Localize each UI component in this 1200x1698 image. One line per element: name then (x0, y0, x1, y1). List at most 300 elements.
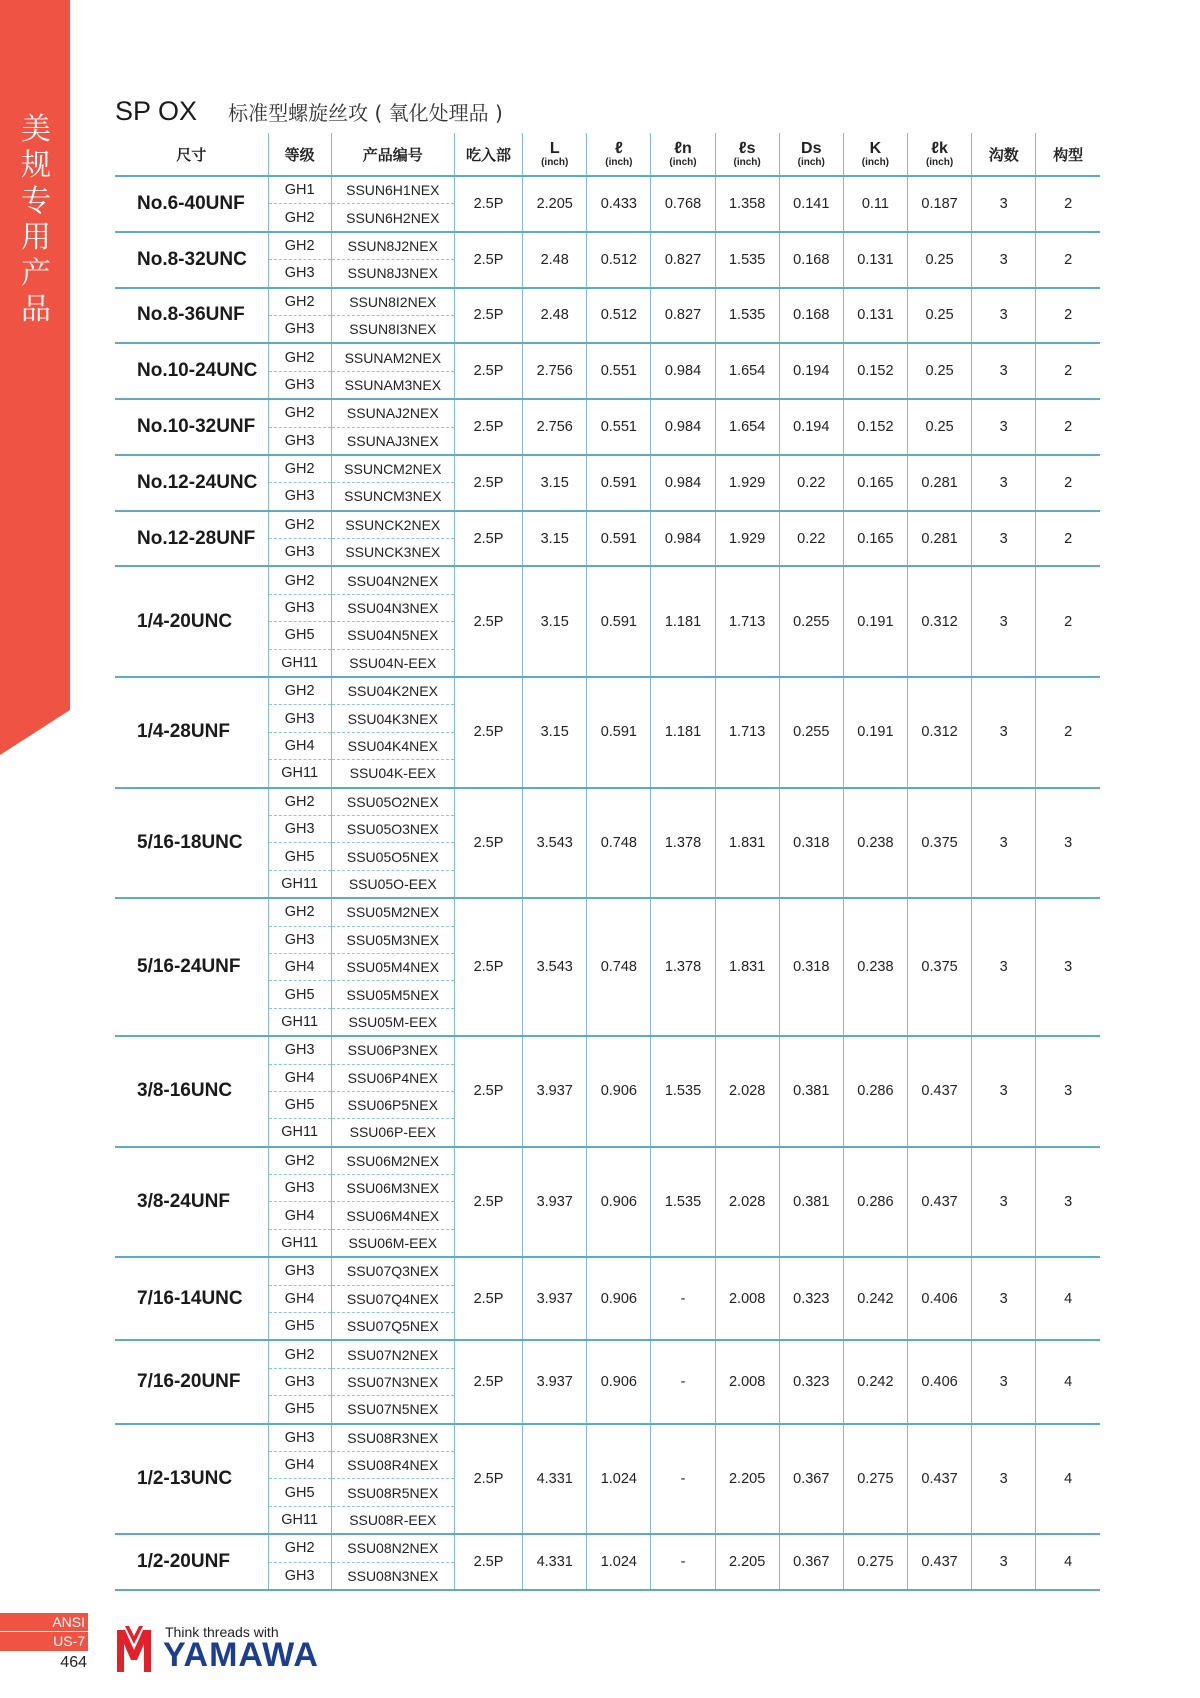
product-code-cell: SSUN8I3NEX (331, 315, 454, 343)
table-row (115, 511, 1100, 539)
column-header (715, 133, 779, 176)
spec-value-cell: 2.48 (523, 288, 587, 344)
spec-value-cell: 2 (1036, 399, 1100, 455)
table-row (115, 232, 1100, 260)
thread-size-cell: No.8-36UNF (115, 288, 268, 344)
column-header-symbol: K (869, 139, 882, 157)
spec-value-cell: 3 (972, 1257, 1036, 1340)
spec-value-cell: 3 (1036, 898, 1100, 1036)
table-row (115, 1340, 1100, 1368)
grade-cell: GH3 (268, 371, 331, 399)
column-header-unit: (inch) (541, 156, 569, 168)
product-code-cell: SSUNAM3NEX (331, 371, 454, 399)
table-row (115, 1147, 1100, 1175)
size-group (115, 898, 1100, 1036)
product-code-cell: SSU08N2NEX (331, 1534, 454, 1562)
thread-size-cell: 1/2-13UNC (115, 1424, 268, 1535)
product-code-cell: SSUNCK3NEX (331, 539, 454, 567)
spec-value-cell: 3.15 (523, 566, 587, 677)
column-header-symbol: ℓn (674, 139, 692, 157)
product-code-cell: SSU07Q5NEX (331, 1313, 454, 1341)
spec-value-cell: 0.375 (907, 898, 971, 1036)
column-header-symbol: ℓk (931, 139, 948, 157)
product-code-cell: SSU05O5NEX (331, 843, 454, 870)
spec-value-cell: 2.5P (454, 1147, 522, 1258)
size-group (115, 677, 1100, 788)
footer-section-tab (0, 1613, 88, 1651)
column-header-unit: (inch) (605, 156, 633, 168)
spec-value-cell: 0.275 (843, 1424, 907, 1535)
spec-value-cell: 2.205 (523, 176, 587, 232)
product-code-cell: SSUNAM2NEX (331, 343, 454, 371)
spec-value-cell: 1.181 (651, 677, 715, 788)
product-code-cell: SSU04K-EEX (331, 760, 454, 788)
spec-value-cell: 0.512 (587, 288, 651, 344)
table-row (115, 399, 1100, 427)
spec-value-cell: 3 (1036, 1147, 1100, 1258)
product-code-cell: SSU06P4NEX (331, 1064, 454, 1091)
table-row (115, 788, 1100, 816)
column-header-symbol: L (549, 139, 560, 157)
spec-value-cell: 0.591 (587, 677, 651, 788)
spec-value-cell: 0.748 (587, 898, 651, 1036)
size-group (115, 232, 1100, 288)
spec-value-cell: 0.286 (843, 1147, 907, 1258)
spec-value-cell: 0.22 (779, 455, 843, 511)
grade-cell: GH3 (268, 815, 331, 842)
spec-value-cell: 3 (972, 176, 1036, 232)
table-row (115, 343, 1100, 371)
product-code-cell: SSUNCK2NEX (331, 511, 454, 539)
spec-value-cell: 3 (972, 898, 1036, 1036)
spec-value-cell: 2.5P (454, 455, 522, 511)
spec-value-cell: 0.255 (779, 566, 843, 677)
spec-value-cell: 2.5P (454, 677, 522, 788)
size-group (115, 176, 1100, 232)
column-header-unit: (inch) (733, 156, 761, 168)
spec-value-cell: 3 (972, 511, 1036, 567)
spec-value-cell: 2.5P (454, 343, 522, 399)
product-code-cell: SSU05M4NEX (331, 953, 454, 980)
spec-value-cell: 2.5P (454, 288, 522, 344)
grade-cell: GH3 (268, 427, 331, 455)
spec-value-cell: 2 (1036, 566, 1100, 677)
spec-value-cell: 4 (1036, 1340, 1100, 1423)
spec-value-cell: - (651, 1257, 715, 1340)
size-group (115, 1340, 1100, 1423)
spec-value-cell: 0.381 (779, 1147, 843, 1258)
spec-value-cell: 0.168 (779, 232, 843, 288)
column-header (907, 133, 971, 176)
spec-value-cell: 2.205 (715, 1534, 779, 1590)
size-group (115, 343, 1100, 399)
spec-value-cell: 0.131 (843, 232, 907, 288)
spec-value-cell: 1.713 (715, 566, 779, 677)
spec-value-cell: 1.654 (715, 343, 779, 399)
grade-cell: GH5 (268, 1313, 331, 1341)
table-row (115, 1257, 1100, 1285)
grade-cell: GH11 (268, 1506, 331, 1534)
grade-cell: GH11 (268, 1119, 331, 1147)
thread-size-cell: 5/16-18UNC (115, 788, 268, 899)
spec-value-cell: 0.367 (779, 1534, 843, 1590)
size-group (115, 1534, 1100, 1590)
spec-value-cell: 2.5P (454, 1257, 522, 1340)
grade-cell: GH5 (268, 1479, 331, 1506)
thread-size-cell: 5/16-24UNF (115, 898, 268, 1036)
product-code-cell: SSU06P3NEX (331, 1036, 454, 1064)
spec-value-cell: 3 (972, 1424, 1036, 1535)
side-label-char: 规 (21, 148, 51, 183)
product-code-cell: SSUNAJ3NEX (331, 427, 454, 455)
thread-size-cell: 1/4-20UNC (115, 566, 268, 677)
grade-cell: GH3 (268, 1175, 331, 1202)
spec-value-cell: 0.25 (907, 343, 971, 399)
grade-cell: GH4 (268, 1064, 331, 1091)
spec-value-cell: 0.367 (779, 1424, 843, 1535)
grade-cell: GH11 (268, 1229, 331, 1257)
spec-value-cell: 2.5P (454, 1036, 522, 1147)
product-code-cell: SSU05M-EEX (331, 1008, 454, 1036)
spec-value-cell: 1.929 (715, 511, 779, 567)
product-code-cell: SSUN8I2NEX (331, 288, 454, 316)
grade-cell: GH2 (268, 1147, 331, 1175)
spec-value-cell: 3 (1036, 788, 1100, 899)
spec-value-cell: 0.906 (587, 1340, 651, 1423)
spec-value-cell: 1.024 (587, 1424, 651, 1535)
product-code-cell: SSU08R4NEX (331, 1451, 454, 1478)
product-code-cell: SSU05O2NEX (331, 788, 454, 816)
spec-value-cell: 0.827 (651, 288, 715, 344)
brand-name: YAMAWA (163, 1636, 319, 1674)
product-code-cell: SSUNAJ2NEX (331, 399, 454, 427)
side-label-char: 产 (21, 256, 51, 291)
product-code-cell: SSU05O3NEX (331, 815, 454, 842)
grade-cell: GH3 (268, 1036, 331, 1064)
grade-cell: GH2 (268, 1534, 331, 1562)
spec-value-cell: 3 (972, 288, 1036, 344)
size-group (115, 288, 1100, 344)
column-header-symbol: Ds (801, 139, 822, 157)
size-group (115, 1147, 1100, 1258)
side-label-char: 美 (21, 112, 51, 147)
column-header (523, 133, 587, 176)
spec-value-cell: 3.937 (523, 1147, 587, 1258)
spec-value-cell: 1.654 (715, 399, 779, 455)
side-label-char: 品 (21, 292, 51, 327)
grade-cell: GH5 (268, 1091, 331, 1118)
spec-value-cell: 0.318 (779, 788, 843, 899)
spec-value-cell: 0.281 (907, 455, 971, 511)
table-row (115, 898, 1100, 926)
product-code-cell: SSU04N2NEX (331, 566, 454, 594)
spec-value-cell: 2.5P (454, 176, 522, 232)
spec-value-cell: 3 (972, 1036, 1036, 1147)
grade-cell: GH11 (268, 760, 331, 788)
grade-cell: GH3 (268, 483, 331, 511)
spec-value-cell: 3 (972, 677, 1036, 788)
column-header (651, 133, 715, 176)
spec-value-cell: 3.15 (523, 511, 587, 567)
spec-value-cell: 3 (972, 455, 1036, 511)
spec-value-cell: 3.937 (523, 1340, 587, 1423)
table-row (115, 288, 1100, 316)
spec-value-cell: 0.906 (587, 1257, 651, 1340)
grade-cell: GH3 (268, 594, 331, 621)
spec-value-cell: 3 (972, 1340, 1036, 1423)
spec-value-cell: 1.358 (715, 176, 779, 232)
spec-value-cell: 0.25 (907, 288, 971, 344)
spec-value-cell: 0.242 (843, 1340, 907, 1423)
side-label-char: 用 (21, 220, 51, 255)
spec-value-cell: 0.551 (587, 343, 651, 399)
spec-value-cell: 0.551 (587, 399, 651, 455)
spec-value-cell: 4 (1036, 1257, 1100, 1340)
spec-value-cell: 3.15 (523, 455, 587, 511)
grade-cell: GH2 (268, 1340, 331, 1368)
spec-value-cell: 0.591 (587, 455, 651, 511)
spec-value-cell: 0.591 (587, 566, 651, 677)
spec-table (115, 133, 1100, 1591)
spec-value-cell: 0.191 (843, 566, 907, 677)
spec-value-cell: 3 (972, 788, 1036, 899)
spec-value-cell: 0.437 (907, 1036, 971, 1147)
product-code-cell: SSU04K4NEX (331, 732, 454, 759)
spec-value-cell: 0.194 (779, 399, 843, 455)
spec-value-cell: 2 (1036, 677, 1100, 788)
product-code-cell: SSU07N2NEX (331, 1340, 454, 1368)
spec-value-cell: 0.312 (907, 566, 971, 677)
spec-value-cell: 3 (1036, 1036, 1100, 1147)
spec-value-cell: 0.11 (843, 176, 907, 232)
table-row (115, 1534, 1100, 1562)
grade-cell: GH3 (268, 1368, 331, 1395)
thread-size-cell: No.12-28UNF (115, 511, 268, 567)
thread-size-cell: No.8-32UNC (115, 232, 268, 288)
spec-value-cell: 0.25 (907, 232, 971, 288)
table-row (115, 1036, 1100, 1064)
title-main: SP OX (115, 96, 198, 126)
product-code-cell: SSU04N-EEX (331, 649, 454, 677)
column-header (587, 133, 651, 176)
spec-value-cell: 1.831 (715, 898, 779, 1036)
table-row (115, 1424, 1100, 1452)
size-group (115, 455, 1100, 511)
spec-value-cell: 3 (972, 399, 1036, 455)
thread-size-cell: 3/8-24UNF (115, 1147, 268, 1258)
spec-value-cell: 0.406 (907, 1257, 971, 1340)
spec-value-cell: 2.5P (454, 1534, 522, 1590)
grade-cell: GH2 (268, 204, 331, 232)
product-code-cell: SSU06M3NEX (331, 1175, 454, 1202)
page-title (115, 96, 503, 130)
spec-value-cell: 0.323 (779, 1257, 843, 1340)
column-header-symbol: ℓ (614, 139, 623, 157)
grade-cell: GH5 (268, 1396, 331, 1424)
thread-size-cell: No.10-24UNC (115, 343, 268, 399)
thread-size-cell: 1/2-20UNF (115, 1534, 268, 1590)
grade-cell: GH3 (268, 315, 331, 343)
product-code-cell: SSU04N3NEX (331, 594, 454, 621)
product-code-cell: SSU08N3NEX (331, 1562, 454, 1590)
table-row (115, 566, 1100, 594)
column-header: 产品编号 (331, 133, 454, 176)
column-header-unit: (inch) (925, 156, 954, 168)
section-standard-label: ANSI (0, 1613, 88, 1631)
spec-value-cell: 2.205 (715, 1424, 779, 1535)
thread-size-cell: No.12-24UNC (115, 455, 268, 511)
grade-cell: GH4 (268, 1285, 331, 1312)
spec-value-cell: 0.984 (651, 343, 715, 399)
spec-value-cell: 0.242 (843, 1257, 907, 1340)
thread-size-cell: 7/16-20UNF (115, 1340, 268, 1423)
spec-value-cell: 0.312 (907, 677, 971, 788)
product-code-cell: SSU04K2NEX (331, 677, 454, 705)
column-header (843, 133, 907, 176)
side-label-char: 专 (21, 184, 51, 219)
header-row (115, 133, 1100, 176)
grade-cell: GH2 (268, 511, 331, 539)
spec-value-cell: 2.756 (523, 399, 587, 455)
spec-value-cell: 2.5P (454, 566, 522, 677)
column-header: 尺寸 (115, 133, 268, 176)
spec-value-cell: 3.543 (523, 898, 587, 1036)
product-code-cell: SSU07N3NEX (331, 1368, 454, 1395)
spec-value-cell: 0.238 (843, 898, 907, 1036)
spec-value-cell: 2.5P (454, 232, 522, 288)
column-header (779, 133, 843, 176)
grade-cell: GH4 (268, 953, 331, 980)
size-group (115, 566, 1100, 677)
spec-value-cell: 0.433 (587, 176, 651, 232)
spec-value-cell: 3 (972, 566, 1036, 677)
spec-value-cell: 2 (1036, 288, 1100, 344)
spec-value-cell: 0.768 (651, 176, 715, 232)
grade-cell: GH4 (268, 1451, 331, 1478)
spec-value-cell: 3 (972, 1147, 1036, 1258)
brand-tagline: Think threads with (165, 1624, 279, 1640)
spec-value-cell: 0.286 (843, 1036, 907, 1147)
spec-value-cell: 1.024 (587, 1534, 651, 1590)
grade-cell: GH3 (268, 1424, 331, 1452)
spec-value-cell: 2.5P (454, 788, 522, 899)
spec-value-cell: 3 (972, 1534, 1036, 1590)
spec-value-cell: 2 (1036, 455, 1100, 511)
spec-value-cell: 1.378 (651, 788, 715, 899)
spec-value-cell: 0.191 (843, 677, 907, 788)
spec-value-cell: 0.275 (843, 1534, 907, 1590)
product-code-cell: SSU06M-EEX (331, 1229, 454, 1257)
spec-value-cell: 0.984 (651, 399, 715, 455)
product-code-cell: SSU07Q3NEX (331, 1257, 454, 1285)
spec-value-cell: 1.535 (715, 232, 779, 288)
product-code-cell: SSU08R3NEX (331, 1424, 454, 1452)
spec-value-cell: 0.984 (651, 511, 715, 567)
spec-value-cell: 0.827 (651, 232, 715, 288)
spec-value-cell: 1.378 (651, 898, 715, 1036)
product-code-cell: SSU05M2NEX (331, 898, 454, 926)
grade-cell: GH4 (268, 1202, 331, 1229)
spec-value-cell: 0.512 (587, 232, 651, 288)
size-group (115, 399, 1100, 455)
spec-value-cell: 0.906 (587, 1147, 651, 1258)
grade-cell: GH3 (268, 705, 331, 732)
spec-value-cell: 2.028 (715, 1147, 779, 1258)
spec-value-cell: 1.181 (651, 566, 715, 677)
page-number: 464 (60, 1654, 87, 1671)
spec-value-cell: 0.281 (907, 511, 971, 567)
table-row (115, 455, 1100, 483)
grade-cell: GH1 (268, 176, 331, 204)
product-code-cell: SSUN8J3NEX (331, 260, 454, 288)
spec-value-cell: 0.984 (651, 455, 715, 511)
spec-value-cell: 0.238 (843, 788, 907, 899)
column-header-unit: (inch) (861, 156, 890, 168)
grade-cell: GH3 (268, 260, 331, 288)
spec-value-cell: 3.937 (523, 1257, 587, 1340)
spec-value-cell: 0.375 (907, 788, 971, 899)
product-code-cell: SSU06P-EEX (331, 1119, 454, 1147)
product-code-cell: SSU06M2NEX (331, 1147, 454, 1175)
product-code-cell: SSUN8J2NEX (331, 232, 454, 260)
product-code-cell: SSU06M4NEX (331, 1202, 454, 1229)
spec-value-cell: 0.437 (907, 1424, 971, 1535)
grade-cell: GH5 (268, 981, 331, 1008)
spec-value-cell: 0.437 (907, 1534, 971, 1590)
grade-cell: GH11 (268, 1008, 331, 1036)
spec-value-cell: 2 (1036, 232, 1100, 288)
spec-value-cell: 1.831 (715, 788, 779, 899)
yamawa-mark-icon (117, 1626, 151, 1672)
side-category-label (18, 112, 54, 328)
spec-value-cell: 2.008 (715, 1257, 779, 1340)
size-group (115, 788, 1100, 899)
grade-cell: GH2 (268, 343, 331, 371)
product-code-cell: SSU04K3NEX (331, 705, 454, 732)
title-subtitle: 标准型螺旋丝攻 ( 氧化处理品 ) (228, 101, 503, 125)
product-code-cell: SSUNCM2NEX (331, 455, 454, 483)
column-header: 等级 (268, 133, 331, 176)
spec-value-cell: 2 (1036, 343, 1100, 399)
thread-size-cell: No.10-32UNF (115, 399, 268, 455)
thread-size-cell: 7/16-14UNC (115, 1257, 268, 1340)
section-code-label: US-7 (0, 1632, 88, 1651)
grade-cell: GH3 (268, 539, 331, 567)
spec-value-cell: 0.381 (779, 1036, 843, 1147)
grade-cell: GH3 (268, 1257, 331, 1285)
spec-value-cell: 2.756 (523, 343, 587, 399)
product-code-cell: SSU05M5NEX (331, 981, 454, 1008)
table-row (115, 176, 1100, 204)
spec-value-cell: 0.165 (843, 511, 907, 567)
spec-value-cell: 0.165 (843, 455, 907, 511)
spec-value-cell: 3.937 (523, 1036, 587, 1147)
size-group (115, 511, 1100, 567)
product-code-cell: SSU07N5NEX (331, 1396, 454, 1424)
spec-value-cell: 1.535 (651, 1147, 715, 1258)
spec-value-cell: 0.323 (779, 1340, 843, 1423)
spec-value-cell: 2.5P (454, 1424, 522, 1535)
product-code-cell: SSU08R-EEX (331, 1506, 454, 1534)
column-header-unit: (inch) (797, 156, 825, 168)
grade-cell: GH5 (268, 622, 331, 649)
product-code-cell: SSU05O-EEX (331, 870, 454, 898)
spec-value-cell: 3 (972, 343, 1036, 399)
spec-value-cell: 2.008 (715, 1340, 779, 1423)
grade-cell: GH3 (268, 1562, 331, 1590)
product-code-cell: SSU05M3NEX (331, 926, 454, 953)
grade-cell: GH2 (268, 232, 331, 260)
